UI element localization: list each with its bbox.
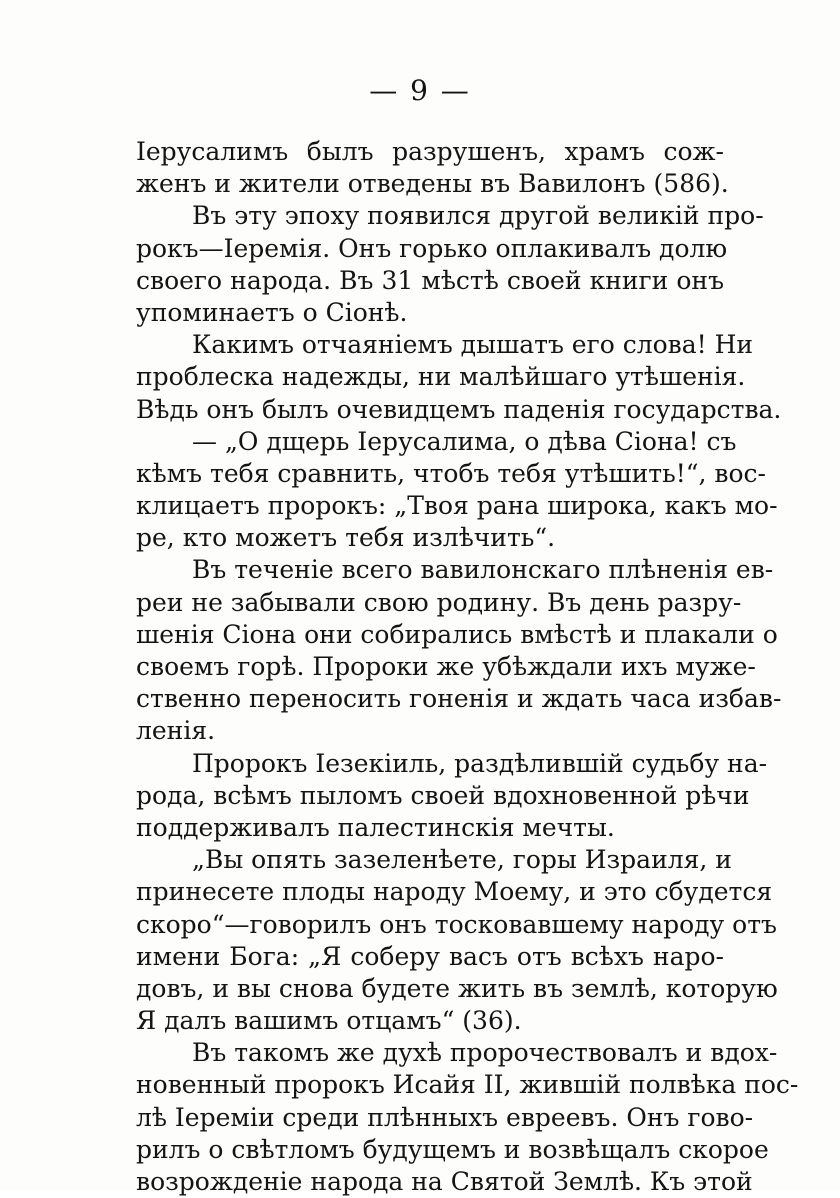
text-line: поддерживалъ палестинскія мечты. <box>136 812 615 842</box>
text-line: шенія Сіона они собирались вмѣстѣ и плакали о <box>136 619 778 649</box>
text-line: клицаетъ пророкъ: „Твоя рана широка, какъ мо- <box>136 491 778 521</box>
text-line: довъ, и вы снова будете жить въ землѣ, которую <box>136 973 778 1003</box>
text-line: Какимъ отчаяніемъ дышатъ его слова! Ни <box>192 330 754 360</box>
text-line: женъ и жители отведены въ Вавилонъ (586). <box>136 169 729 199</box>
text-line: своего народа. Въ 31 мѣстѣ своей книги онъ <box>136 265 724 295</box>
text-line: своемъ горѣ. Пророки же убѣждали ихъ муже- <box>136 652 756 681</box>
text-line: Въ такомъ же духѣ пророчествовалъ и вдох- <box>192 1038 778 1068</box>
text-line: проблеска надежды, ни малѣйшаго утѣшенія. <box>136 362 746 392</box>
text-line: кѣмъ тебя сравнить, чтобъ тебя утѣшить!“, вос- <box>136 458 767 488</box>
text-line: реи не забывали свою родину. Въ день разру- <box>136 587 742 617</box>
body-text <box>136 136 799 1198</box>
text-line: ре, кто можетъ тебя излѣчить“. <box>136 523 556 553</box>
text-line: ственно переносить гоненія и ждать часа избав- <box>136 684 782 714</box>
text-line: лѣ Іереміи среди плѣнныхъ евреевъ. Онъ гово- <box>136 1102 754 1132</box>
text-line: Въ теченіе всего вавилонскаго плѣненія ев- <box>192 555 774 585</box>
text-line: Я далъ вашимъ отцамъ“ (36). <box>136 1006 522 1036</box>
text-line: рокъ—Іеремія. Онъ горько оплакивалъ долю <box>136 233 728 263</box>
text-line: Пророкъ Іезекіиль, раздѣлившій судьбу на- <box>192 748 768 778</box>
text-line: Вѣдь онъ былъ очевидцемъ паденія государства. <box>136 394 782 424</box>
text-line: упоминаетъ о Сіонѣ. <box>136 297 408 327</box>
text-line: принесете плоды народу Моему, и это сбудется <box>136 877 773 907</box>
text-line: Іерусалимъ былъ разрушенъ, храмъ сож- <box>136 137 724 166</box>
text-line: — „О дщерь Іерусалима, о дѣва Сіона! съ <box>192 426 737 456</box>
page-number: — 9 — <box>369 74 471 107</box>
text-line: новенный пророкъ Исайя II, жившій полвѣка пос- <box>136 1070 799 1100</box>
text-line: рилъ о свѣтломъ будущемъ и возвѣщалъ скорое <box>136 1134 769 1164</box>
text-line: „Вы опять зазеленѣете, горы Израиля, и <box>192 845 732 875</box>
text-line: возрожденіе народа на Святой Землѣ. Къ этой <box>136 1167 753 1196</box>
text-line: имени Бога: „Я соберу васъ отъ всѣхъ наро- <box>136 941 724 971</box>
text-line: рода, всѣмъ пыломъ своей вдохновенной рѣчи <box>136 780 750 810</box>
text-line: Въ эту эпоху появился другой великій про- <box>192 201 764 231</box>
text-line: ленія. <box>136 716 216 746</box>
text-line: скоро“—говорилъ онъ тосковавшему народу отъ <box>136 909 777 939</box>
